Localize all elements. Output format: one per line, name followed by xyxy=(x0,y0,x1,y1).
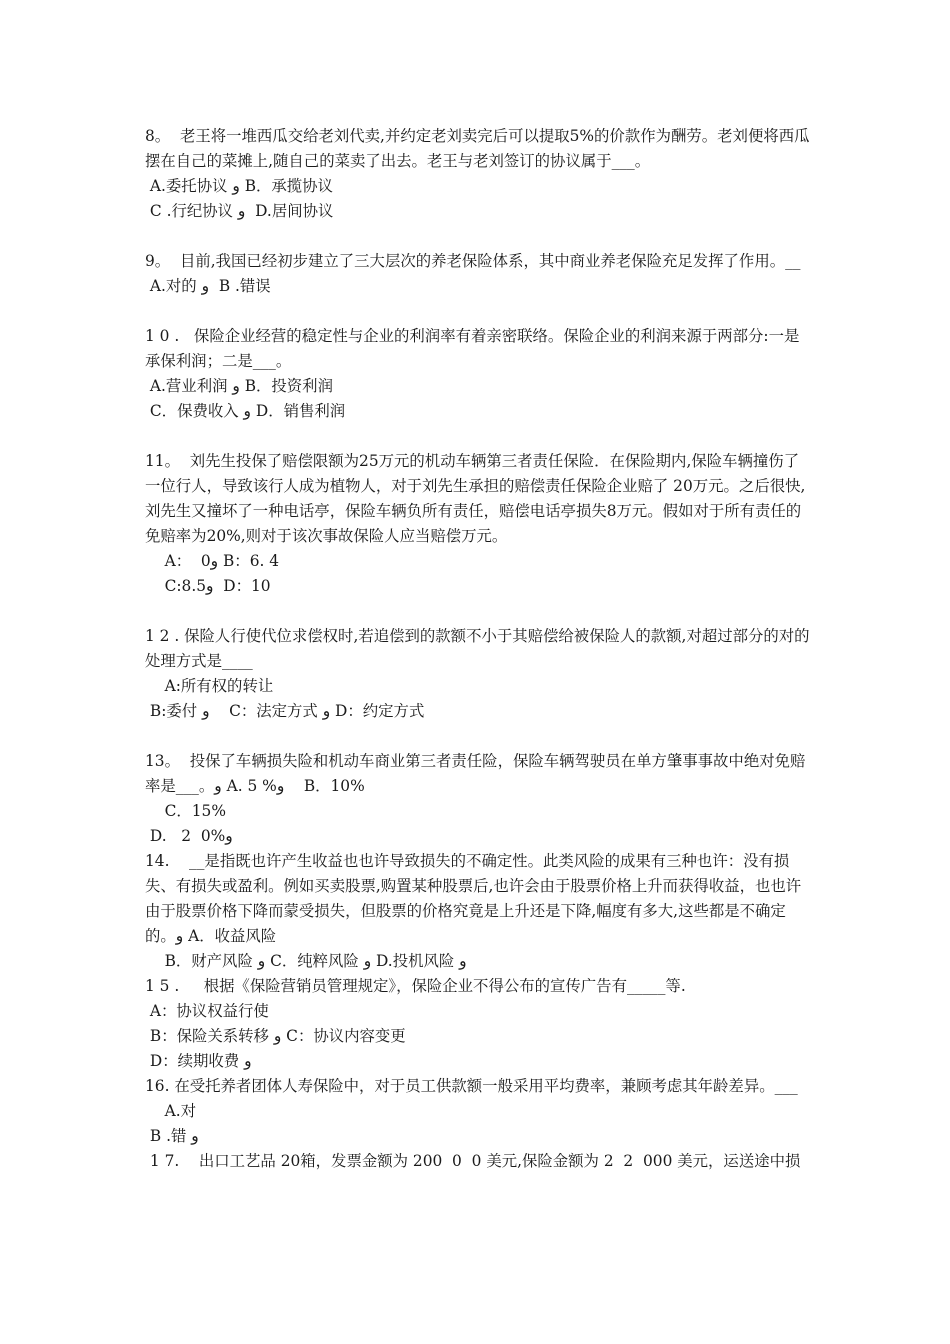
question-options: B:委付 و C：法定方式 و D：约定方式 xyxy=(145,702,425,720)
question-10 xyxy=(145,324,810,424)
question-options: C．15% xyxy=(145,802,226,820)
spacer xyxy=(145,299,810,324)
question-options: A：协议权益行使 xyxy=(145,1002,269,1020)
question-13 xyxy=(145,749,810,849)
spacer xyxy=(145,424,810,449)
question-9 xyxy=(145,249,810,299)
question-options: C .行纪协议 و D.居间协议 xyxy=(145,202,334,220)
question-options: A.对的 و B .错误 xyxy=(145,277,271,295)
question-stem: 11。 刘先生投保了赔偿限额为25万元的机动车辆第三者责任保险．在保险期内,保险车辆撞伤了一位行人，导致该行人成为植物人，对于刘先生承担的赔偿责任保险企业赔了 20万元。之后很快,刘先生又撞坏了一种电话亭，保险车辆负所有责任，赔偿电话亭损失8万元。假如对于所有责任的免赔率为20%,则对于该次事故保险人应当赔偿万元。 xyxy=(145,452,806,545)
question-16 xyxy=(145,1074,810,1149)
question-stem: 16. 在受托养者团体人寿保险中，对于员工供款额一般采用平均费率，兼顾考虑其年龄差异。___ xyxy=(145,1077,798,1095)
question-15 xyxy=(145,974,810,1074)
question-options: A:所有权的转让 xyxy=(145,677,274,695)
question-options: B：保险关系转移 و C：协议内容变更 xyxy=(145,1027,406,1045)
spacer xyxy=(145,224,810,249)
question-12 xyxy=(145,624,810,724)
question-options: A.委托协议 و B．承揽协议 xyxy=(145,177,333,195)
question-8 xyxy=(145,124,810,224)
question-options: C．保费收入 و D．销售利润 xyxy=(145,402,346,420)
question-options: D：续期收费 و xyxy=(145,1052,252,1070)
question-options: A： 0و B：6. 4 xyxy=(145,552,280,570)
spacer xyxy=(145,599,810,624)
question-stem: 1 0 . 保险企业经营的稳定性与企业的利润率有着亲密联络。保险企业的利润来源于两部分:一是承保利润；二是___。 xyxy=(145,327,800,370)
question-14 xyxy=(145,849,810,974)
document-body xyxy=(145,124,810,1174)
question-options: C:8.5و D：10 xyxy=(145,577,271,595)
question-17 xyxy=(145,1149,810,1174)
question-stem: 1 2 . 保险人行使代位求偿权时,若追偿到的款额不小于其赔偿给被保险人的款额,对超过部分的对的处理方式是____ xyxy=(145,627,810,670)
question-options: D. 2 0%و xyxy=(145,827,233,845)
question-options: A.营业利润 و B．投资利润 xyxy=(145,377,333,395)
question-stem: 1 7. 出口工艺品 20箱，发票金额为 200 0 0 美元,保险金额为 2 2 000 美元，运送途中损 xyxy=(145,1152,801,1170)
question-stem: 8。 老王将一堆西瓜交给老刘代卖,并约定老刘卖完后可以提取5%的价款作为酬劳。老刘便将西瓜摆在自己的菜摊上,随自己的菜卖了出去。老王与老刘签订的协议属于___。 xyxy=(145,127,810,170)
question-11 xyxy=(145,449,810,599)
question-stem: 14. __是指既也许产生收益也也许导致损失的不确定性。此类风险的成果有三种也许：没有损失、有损失或盈利。例如买卖股票,购置某种股票后,也许会由于股票价格上升而获得收益，也也许由于股票价格下降而蒙受损失，但股票的价格究竟是上升还是下降,幅度有多大,这些都是不确定的。و A．收益风险 xyxy=(145,852,802,945)
question-stem: 13。 投保了车辆损失险和机动车商业第三者责任险，保险车辆驾驶员在单方肇事事故中绝对免赔率是___。و A. 5 %و B．10% xyxy=(145,752,806,795)
question-options: B．财产风险 و C．纯粹风险 و D.投机风险 و xyxy=(145,952,467,970)
question-options: A.对 xyxy=(145,1102,196,1120)
spacer xyxy=(145,724,810,749)
question-options: B .错 و xyxy=(145,1127,199,1145)
question-stem: 1 5 . 根据《保险营销员管理规定》，保险企业不得公布的宣传广告有_____等. xyxy=(145,977,686,995)
question-stem: 9。 目前,我国已经初步建立了三大层次的养老保险体系，其中商业养老保险充足发挥了作用。__ xyxy=(145,252,801,270)
